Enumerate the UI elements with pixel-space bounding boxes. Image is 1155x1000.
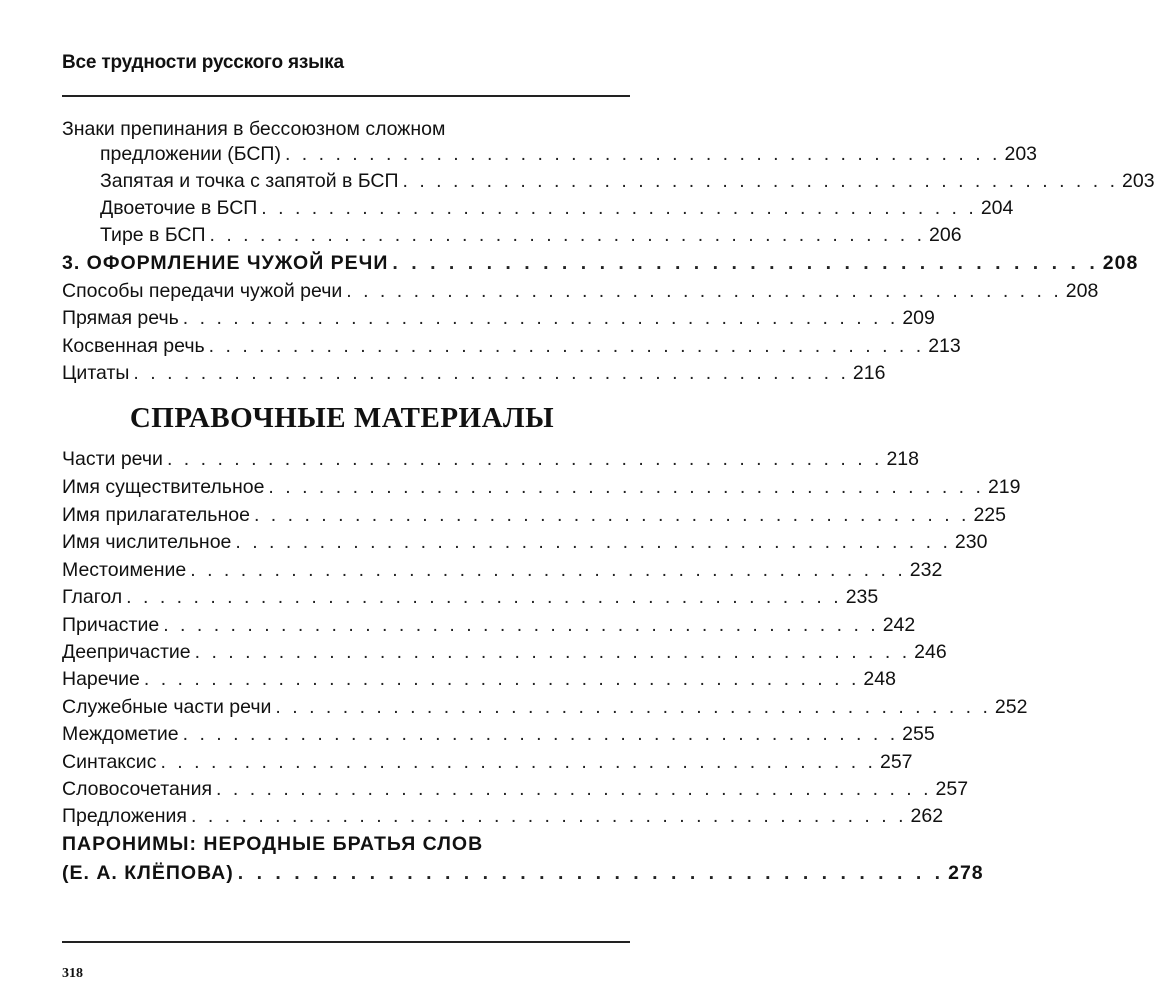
toc-entry <box>62 278 1099 304</box>
dot-leader: . . . . . . . . . . . . . . . . . . . . . . . . . . . . . . . . . . . . . . . . . . . <box>190 559 906 581</box>
dot-leader: . . . . . . . . . . . . . . . . . . . . . . . . . . . . . . . . . . . . . . . . . . . <box>275 696 991 718</box>
toc-entry-page: 225 <box>973 504 1006 526</box>
toc-entry <box>62 529 988 555</box>
toc-entry <box>62 776 969 802</box>
toc-entry <box>62 749 913 775</box>
toc-entry-title: 3. ОФОРМЛЕНИЕ ЧУЖОЙ РЕЧИ <box>62 252 389 274</box>
toc-entry-page: 246 <box>914 641 947 663</box>
toc-entry <box>62 502 1006 528</box>
toc-entry <box>62 168 1155 194</box>
dot-leader: . . . . . . . . . . . . . . . . . . . . . . . . . . . . . . . . . . . . . . . . . . . <box>402 170 1119 192</box>
toc-entry <box>62 639 947 665</box>
toc-entry-page: 208 <box>1102 252 1139 274</box>
toc-entry-title: Способы передачи чужой речи <box>62 280 343 302</box>
dot-leader: . . . . . . . . . . . . . . . . . . . . . . . . . . . . . . . . . . . . . . . . . . . <box>133 362 849 384</box>
toc-entry-title: Местоимение <box>62 559 187 581</box>
toc-entry-page: 230 <box>954 531 988 553</box>
dot-leader: . . . . . . . . . . . . . . . . . . . . . . . . . . . . . . . . . . . . . . . . . . . <box>208 335 925 357</box>
toc-entry-page: 219 <box>987 476 1021 498</box>
toc-entry-title: Косвенная речь <box>62 335 205 357</box>
dot-leader: . . . . . . . . . . . . . . . . . . . . . . . . . . . . . . . . . . . . . . . . . . . <box>268 476 984 498</box>
toc-entry-title: Глагол <box>62 586 123 608</box>
toc-entry <box>62 195 1014 221</box>
toc-entry-title: Деепричастие <box>62 641 191 663</box>
toc-entry-title: Служебные части речи <box>62 696 272 718</box>
dot-leader: . . . . . . . . . . . . . . . . . . . . . . . . . . . . . . . . . . . . . . <box>237 862 945 884</box>
toc-entry-page: 252 <box>994 696 1028 718</box>
toc-entry-title: Причастие <box>62 614 160 636</box>
toc-entry <box>62 584 879 610</box>
toc-entry-page: 206 <box>929 224 962 246</box>
toc-entry-page: 204 <box>980 197 1014 219</box>
dot-leader: . . . . . . . . . . . . . . . . . . . . . . . . . . . . . . . . . . . . . . . . . . . <box>253 504 970 526</box>
toc-entry-page: 213 <box>928 335 961 357</box>
toc-entry <box>62 694 1028 720</box>
toc-entry-page: 232 <box>909 559 943 581</box>
toc-section-heading <box>62 860 984 886</box>
toc-entry <box>62 557 943 583</box>
toc-entry-page: 278 <box>948 862 984 884</box>
header-rule <box>62 95 630 97</box>
toc-entry-title: Запятая и точка с запятой в БСП <box>100 170 399 192</box>
dot-leader: . . . . . . . . . . . . . . . . . . . . . . . . . . . . . . . . . . . . . . . . . . . <box>163 614 879 636</box>
dot-leader: . . . . . . . . . . . . . . . . . . . . . . . . . . . . . . . . . . . . . . . . . . . <box>191 805 907 827</box>
dot-leader: . . . . . . . . . . . . . . . . . . . . . . . . . . . . . . . . . . . . . . . . . . . <box>126 586 842 608</box>
toc-entry <box>62 803 944 829</box>
dot-leader: . . . . . . . . . . . . . . . . . . . . . . . . . . . . . . . . . . . . . . . . . . . <box>182 307 899 329</box>
toc-entry-page: 262 <box>910 805 944 827</box>
toc-entry-title: Наречие <box>62 668 140 690</box>
dot-leader: . . . . . . . . . . . . . . . . . . . . . . . . . . . . . . . . . . . . . . . . . . . <box>346 280 1062 302</box>
dot-leader: . . . . . . . . . . . . . . . . . . . . . . . . . . . . . . . . . . . . . . . . . . . <box>143 668 860 690</box>
toc-entry <box>62 474 1021 500</box>
toc-entry <box>62 222 962 248</box>
dot-leader: . . . . . . . . . . . . . . . . . . . . . . . . . . . . . . . . . . . . . . . . . . . <box>166 448 883 470</box>
toc-section-heading-line1: ПАРОНИМЫ: НЕРОДНЫЕ БРАТЬЯ СЛОВ <box>62 833 484 855</box>
toc-entry-title: Тире в БСП <box>100 224 206 246</box>
toc-section-heading <box>62 250 1139 276</box>
dot-leader: . . . . . . . . . . . . . . . . . . . . . . . . . . . . . . . . . . . . . . . . . . . <box>194 641 911 663</box>
toc-entry-title: (Е. А. КЛЁПОВА) <box>62 862 234 884</box>
toc-entry <box>62 446 919 472</box>
running-header: Все трудности русского языка <box>62 52 344 73</box>
toc-entry <box>62 666 896 692</box>
toc-entry-page: 255 <box>902 723 935 745</box>
toc-entry-page: 209 <box>902 307 935 329</box>
toc-entry-title: Междометие <box>62 723 179 745</box>
toc-entry-page: 235 <box>845 586 879 608</box>
dot-leader: . . . . . . . . . . . . . . . . . . . . . . . . . . . . . . . . . . . . . . . . . . . <box>284 143 1001 165</box>
toc-entry-title: Части речи <box>62 448 163 470</box>
toc-entry-title: Цитаты <box>62 362 130 384</box>
toc-entry-title: Имя прилагательное <box>62 504 250 526</box>
toc-entry <box>62 333 961 359</box>
toc-entry-title: Предложения <box>62 805 187 827</box>
toc-entry-title: Двоеточие в БСП <box>100 197 258 219</box>
toc-entry <box>62 721 935 747</box>
toc-entry <box>62 360 886 386</box>
footer-rule <box>62 941 630 943</box>
toc-entry-intro-line: Знаки препинания в бессоюзном сложном <box>62 118 446 140</box>
dot-leader: . . . . . . . . . . . . . . . . . . . . . . . . . . . . . . . . . . . . . . . . . . . <box>182 723 899 745</box>
toc-entry-page: 257 <box>879 751 913 773</box>
dot-leader: . . . . . . . . . . . . . . . . . . . . . . . . . . . . . . . . . . . . . . <box>392 252 1099 274</box>
toc-entry-page: 242 <box>882 614 916 636</box>
toc-entry-title: Синтаксис <box>62 751 157 773</box>
toc-entry-page: 203 <box>1004 143 1038 165</box>
dot-leader: . . . . . . . . . . . . . . . . . . . . . . . . . . . . . . . . . . . . . . . . . . . <box>209 224 926 246</box>
toc-entry-page: 208 <box>1065 280 1099 302</box>
toc-entry <box>62 141 1038 167</box>
toc-entry-title: предложении (БСП) <box>100 143 281 165</box>
toc-entry <box>62 305 935 331</box>
toc-entry-title: Имя числительное <box>62 531 232 553</box>
dot-leader: . . . . . . . . . . . . . . . . . . . . . . . . . . . . . . . . . . . . . . . . . . . <box>216 778 932 800</box>
toc-entry-page: 218 <box>886 448 919 470</box>
dot-leader: . . . . . . . . . . . . . . . . . . . . . . . . . . . . . . . . . . . . . . . . . . . <box>160 751 876 773</box>
dot-leader: . . . . . . . . . . . . . . . . . . . . . . . . . . . . . . . . . . . . . . . . . . . <box>235 531 951 553</box>
dot-leader: . . . . . . . . . . . . . . . . . . . . . . . . . . . . . . . . . . . . . . . . . . . <box>261 197 977 219</box>
page-number: 318 <box>62 966 83 981</box>
toc-entry-title: Словосочетания <box>62 778 213 800</box>
toc-entry-page: 216 <box>852 362 886 384</box>
toc-entry-title: Прямая речь <box>62 307 179 329</box>
section-title: СПРАВОЧНЫЕ МАТЕРИАЛЫ <box>129 402 555 434</box>
toc-entry-title: Имя существительное <box>62 476 265 498</box>
toc-entry <box>62 612 916 638</box>
toc-entry-page: 203 <box>1122 170 1155 192</box>
toc-entry-page: 248 <box>863 668 896 690</box>
toc-entry-page: 257 <box>935 778 969 800</box>
